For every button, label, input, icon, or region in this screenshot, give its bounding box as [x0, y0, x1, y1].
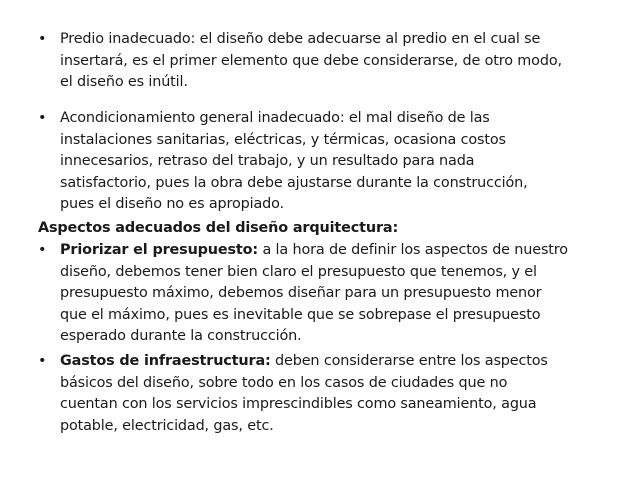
bullet-marker: • — [38, 242, 47, 258]
bullet-text-line: satisfactorio, pues la obra debe ajustarse durante la construcción, — [60, 174, 528, 191]
bullet-text-line: cuentan con los servicios imprescindibles como saneamiento, agua — [60, 396, 537, 412]
bullet-line — [38, 108, 618, 130]
bullet-text-line: el diseño es inútil. — [60, 74, 188, 90]
bullet-line — [38, 29, 618, 51]
bullet-text-line: Predio inadecuado: el diseño debe adecuarse al predio en el cual se — [60, 31, 541, 47]
bullet-text-line: deben considerarse entre los aspectos — [270, 353, 548, 369]
bullet-text-line: pues el diseño no es apropiado. — [60, 196, 284, 212]
bullet-text-line: insertará, es el primer elemento que debe considerarse, de otro modo, — [60, 52, 562, 69]
bullet-line — [38, 351, 618, 373]
bullet-text-line: diseño, debemos tener bien claro el presupuesto que tenemos, y el — [60, 263, 537, 280]
bullet-text-line: que el máximo, pues es inevitable que se sobrepase el presupuesto — [60, 306, 541, 323]
bullet-text-line: presupuesto máximo, debemos diseñar para un presupuesto menor — [60, 285, 542, 301]
bullet-line — [38, 240, 618, 262]
bullet-acondicionamiento — [38, 108, 618, 216]
bullet-text-line: esperado durante la construcción. — [60, 328, 302, 344]
bullet-text-line: básicos del diseño, sobre todo en los casos de ciudades que no — [60, 374, 508, 391]
bullet-marker: • — [38, 31, 47, 47]
bullet-priorizar-presupuesto — [38, 240, 618, 348]
bullet-predio-inadecuado — [38, 29, 618, 94]
bullet-marker: • — [38, 110, 47, 126]
bullet-text-line: Acondicionamiento general inadecuado: el mal diseño de las — [60, 110, 490, 126]
bullet-marker: • — [38, 353, 47, 369]
bullet-text-line: a la hora de definir los aspectos de nuestro — [258, 242, 568, 258]
bullet-text-line: instalaciones sanitarias, eléctricas, y térmicas, ocasiona costos — [60, 131, 506, 148]
bullet-bold-lead: Priorizar el presupuesto: — [60, 242, 259, 258]
bullet-gastos-infraestructura — [38, 351, 618, 437]
bullet-bold-lead: Gastos de infraestructura: — [60, 353, 271, 369]
bullet-text-line: innecesarios, retraso del trabajo, y un resultado para nada — [60, 153, 475, 169]
bullet-text-line: potable, electricidad, gas, etc. — [60, 417, 274, 434]
section-heading: Aspectos adecuados del diseño arquitectura: — [38, 220, 399, 236]
